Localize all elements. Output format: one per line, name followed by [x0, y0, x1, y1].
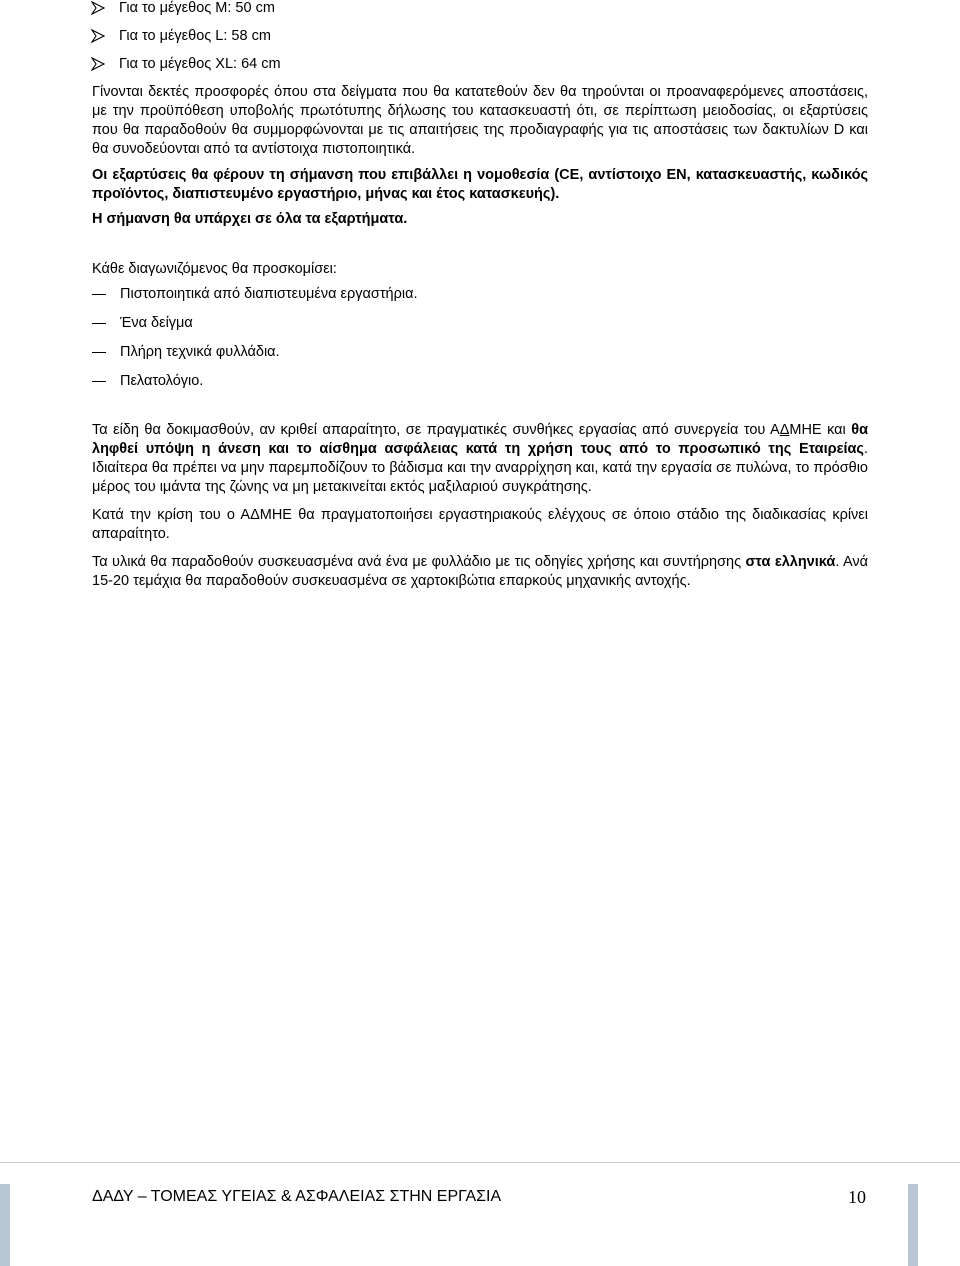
packaging-paragraph: Τα υλικά θα παραδοθούν συσκευασμένα ανά ένα με φυλλάδιο με τις οδηγίες χρήσης και συντήρησης στα ελληνικά. Ανά 15-20 τεμάχια θα παραδοθούν συσκευασμένα σε χαρτοκιβώτια επαρκούς μηχανικής αντοχής. [92, 554, 868, 589]
dash-bullet-icon [92, 352, 106, 353]
footer-title: ΔΑΔΥ – ΤΟΜΕΑΣ ΥΓΕΙΑΣ & ΑΣΦΑΛΕΙΑΣ ΣΤΗΝ ΕΡΓΑΣΙΑ [92, 1188, 502, 1205]
submit-list-item: Πελατολόγιο. [120, 371, 203, 391]
testing-paragraph: Τα είδη θα δοκιμασθούν, αν κριθεί απαραίτητο, σε πραγματικές συνθήκες εργασίας από συνεργεία του ΑΔΜΗΕ και θα ληφθεί υπόψη η άνεση και το αίσθημα ασφάλειας κατά τη χρήση τους από το προσωπικό της Εταιρείας. Ιδιαίτερα θα πρέπει να μην παρεμποδίζουν το βάδισμα και την αναρρίχηση και, κατά την εργασία σε πυλώνα, το πρόσθιο μέρος του ιμάντα της ζώνης να μη μετακινείται εκτός μαξιλαριού συγκράτησης. [92, 422, 868, 495]
size-list [92, 0, 868, 80]
size-list-item-m: Για το μέγεθος M: 50 cm [119, 0, 275, 18]
marking-text: Οι εξαρτύσεις θα φέρουν τη σήμανση που επιβάλλει η νομοθεσία (CE, αντίστοιχο EN, κατασκευαστής, κωδικός προϊόντος, διαπιστευμένο εργαστήριο, μήνας και έτος κατασκευής). [92, 167, 868, 202]
size-list-item-xl: Για το μέγεθος XL: 64 cm [119, 54, 281, 74]
page-number: 10 [848, 1187, 866, 1207]
submit-list-item: Ένα δείγμα [120, 313, 193, 333]
submit-list-item: Πιστοποιητικά από διαπιστευμένα εργαστήρια. [120, 284, 418, 304]
footer-divider [0, 1162, 960, 1163]
marking-paragraph [92, 166, 868, 204]
dash-bullet-icon [92, 323, 106, 324]
lab-testing-paragraph: Κατά την κρίση του ο ΑΔΜΗΕ θα πραγματοποιήσει εργαστηριακούς ελέγχους σε όποιο στάδιο της διαδικασίας κρίνει απαραίτητο. [92, 507, 868, 542]
footer-right-bar [908, 1184, 918, 1266]
checkmark-arrow-icon [91, 29, 105, 43]
size-list-item-l: Για το μέγεθος L: 58 cm [119, 26, 271, 46]
dash-bullet-icon [92, 294, 106, 295]
marking-all-paragraph [92, 210, 868, 229]
submit-list [92, 284, 868, 404]
submit-intro: Κάθε διαγωνιζόμενος θα προσκομίσει: [92, 261, 337, 277]
footer-left-bar [0, 1184, 10, 1266]
checkmark-arrow-icon [91, 57, 105, 71]
dash-bullet-icon [92, 381, 106, 382]
alternate-spacing-paragraph: Γίνονται δεκτές προσφορές όπου στα δείγματα που θα κατατεθούν δεν θα τηρούνται οι προαναφερόμενες αποστάσεις, με την προϋπόθεση υποβολής πρωτότυπης δήλωσης του κατασκευαστή ότι, σε περίπτωση μειοδοσίας, οι εξαρτύσεις που θα παραδοθούν θα συμμορφώνονται με τις απαιτήσεις της προδιαγραφής για τις αποστάσεις των δακτυλίων D και θα συνοδεύονται από τα αντίστοιχα πιστοποιητικά. [92, 84, 868, 157]
marking-all-text: Η σήμανση θα υπάρχει σε όλα τα εξαρτήματα. [92, 211, 408, 227]
document-page [92, 0, 868, 591]
submit-list-item: Πλήρη τεχνικά φυλλάδια. [120, 342, 280, 362]
checkmark-arrow-icon [91, 1, 105, 15]
